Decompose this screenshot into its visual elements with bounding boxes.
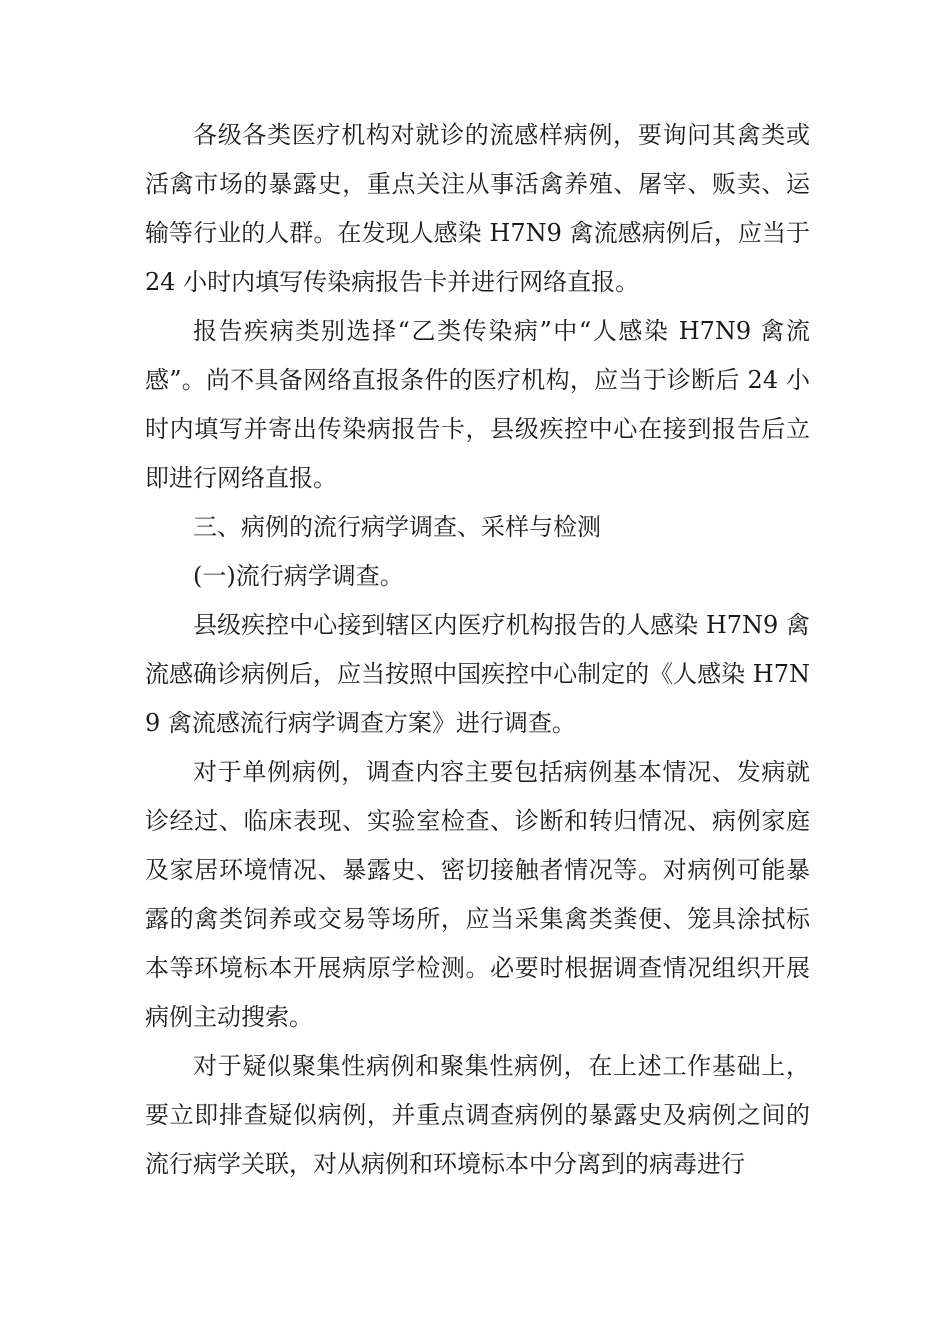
paragraph-reporting-requirement: 各级各类医疗机构对就诊的流感样病例，要询问其禽类或活禽市场的暴露史，重点关注从事活禽养殖、屠宰、贩卖、运输等行业的人群。在发现人感染 H7N9 禽流感病例后，应当于 24 小时内填写传染病报告卡并进行网络直报。	[145, 121, 810, 296]
paragraph-cluster-case: 对于疑似聚集性病例和聚集性病例，在上述工作基础上，要立即排查疑似病例，并重点调查病例的暴露史及病例之间的流行病学关联，对从病例和环境标本中分离到的病毒进行	[145, 1052, 810, 1178]
paragraph-single-case: 对于单例病例，调查内容主要包括病例基本情况、发病就诊经过、临床表现、实验室检查、诊断和转归情况、病例家庭及家居环境情况、暴露史、密切接触者情况等。对病例可能暴露的禽类饲养或交易等场所，应当采集禽类粪便、笼具涂拭标本等环境标本开展病原学检测。必要时根据调查情况组织开展病例主动搜索。	[145, 758, 810, 1031]
section-heading-investigation: 三、病例的流行病学调查、采样与检测	[193, 513, 601, 541]
paragraph-county-cdc: 县级疾控中心接到辖区内医疗机构报告的人感染 H7N9 禽流感确诊病例后，应当按照中国疾控中心制定的《人感染 H7N9 禽流感流行病学调查方案》进行调查。	[145, 611, 810, 737]
subsection-heading-epidemiology: (一)流行病学调查。	[193, 562, 404, 590]
document-body	[145, 111, 810, 1189]
paragraph-report-category: 报告疾病类别选择“乙类传染病”中“人感染 H7N9 禽流感”。尚不具备网络直报条件的医疗机构，应当于诊断后 24 小时内填写并寄出传染病报告卡，县级疾控中心在接到报告后立即进行网络直报。	[145, 317, 810, 492]
